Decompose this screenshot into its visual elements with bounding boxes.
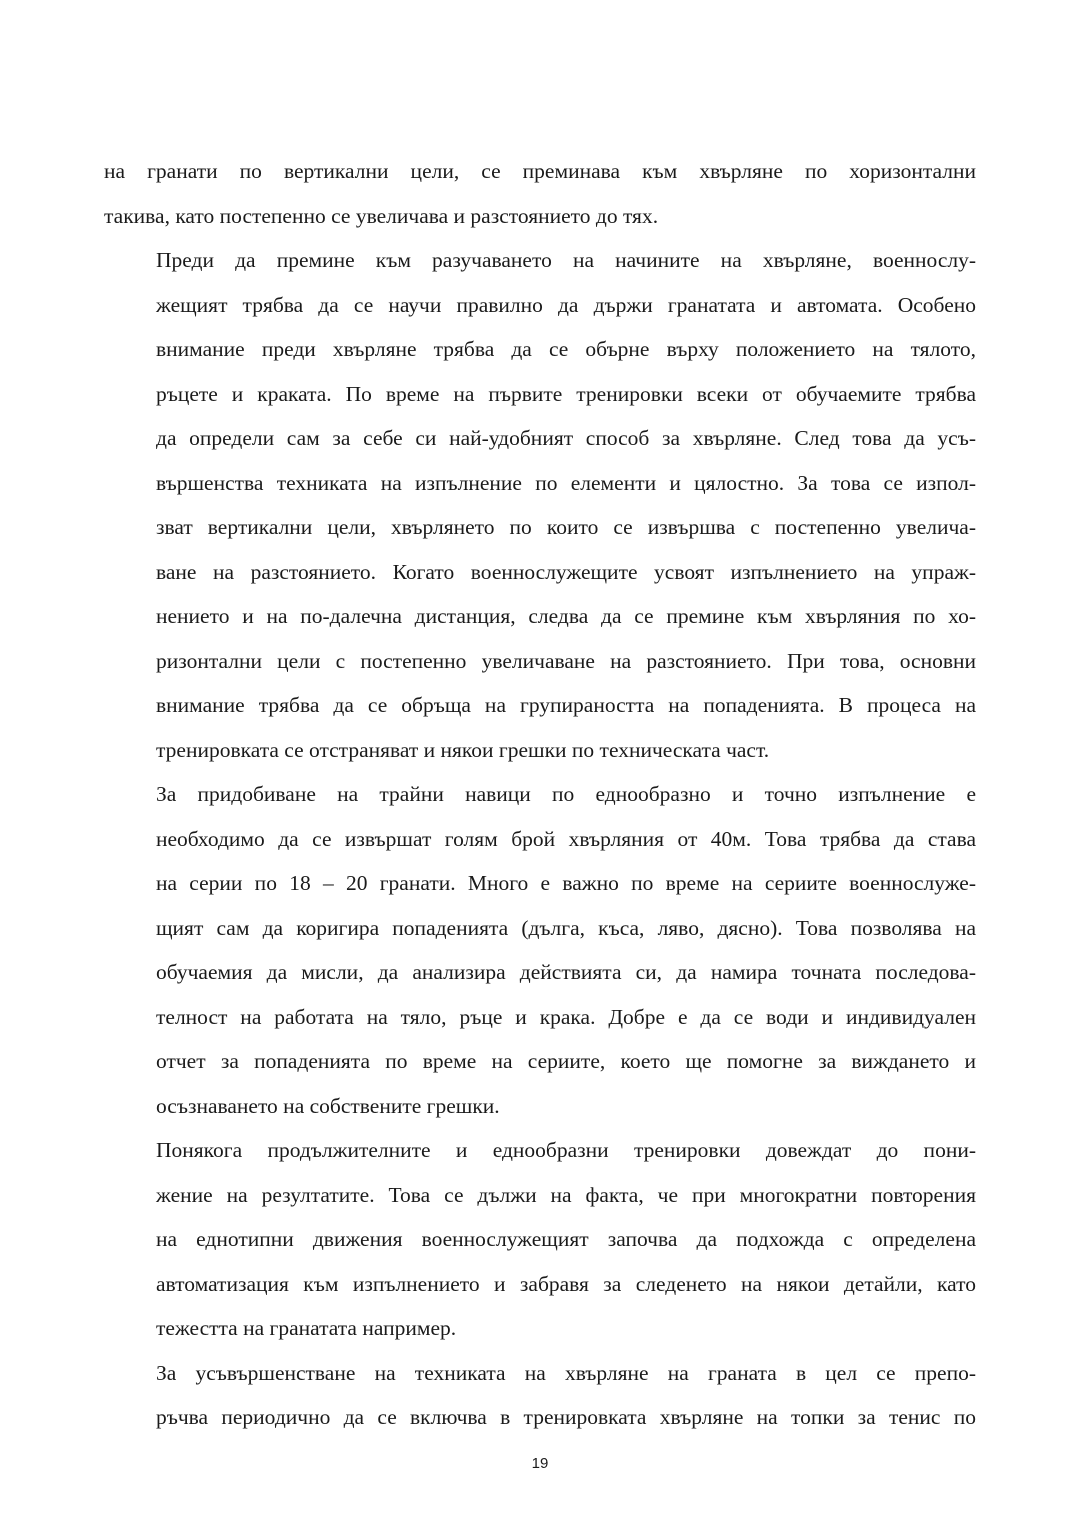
text-line: ване на разстоянието. Когато военнослужещите усвоят изпълнението на упраж- [156, 559, 976, 584]
text-line: необходимо да се извършат голям брой хвърляния от 40м. Това трябва да става [156, 826, 976, 851]
text-line: ръцете и краката. По време на първите тренировки всеки от обучаемите трябва [156, 381, 976, 406]
text-line: жещият трябва да се научи правилно да държи гранатата и автомата. Особено [156, 292, 976, 317]
text-line: Понякога продължителните и еднообразни тренировки довеждат до пони- [156, 1138, 976, 1162]
text-line: щият сам да коригира попаденията (дълга, къса, ляво, дясно). Това позволява на [156, 915, 976, 940]
text-line: вършенства техниката на изпълнение по елементи и цялостно. За това се изпол- [156, 470, 976, 495]
text-line: автоматизация към изпълнението и забравя за следенето на някои детайли, като [156, 1271, 976, 1296]
text-line: ризонтални цели с постепенно увеличаване на разстоянието. При това, основни [156, 648, 976, 673]
text-line: телност на работата на тяло, ръце и крака. Добре е да се води и индивидуален [156, 1004, 976, 1029]
text-line: ръчва периодично да се включва в тренировката хвърляне на топки за тенис по [156, 1405, 976, 1429]
paragraph [104, 1351, 976, 1440]
paragraph [104, 1128, 976, 1351]
paragraph [104, 149, 976, 238]
text-line: отчет за попаденията по време на сериите, което ще помогне за виждането и [156, 1049, 976, 1073]
text-line: тренировката се отстраняват и някои грешки по техническата част. [156, 737, 770, 762]
text-line: За усъвършенстване на техниката на хвърляне на граната в цел се препо- [156, 1360, 976, 1385]
text-line: на серии по 18 – 20 гранати. Много е важно по време на сериите военнослуже- [156, 871, 976, 895]
text-line: да определи сам за себе си най-удобният способ за хвърляне. След това да усъ- [156, 426, 976, 450]
text-line: тежестта на гранатата например. [156, 1316, 457, 1340]
text-line: на гранати по вертикални цели, се преминава към хвърляне по хоризонтални [104, 159, 976, 183]
text-line: За придобиване на трайни навици по еднообразно и точно изпълнение е [156, 782, 976, 806]
text-line: жение на резултатите. Това се дължи на факта, че при многократни повторения [156, 1182, 976, 1207]
text-line: нението и на по-далечна дистанция, следва да се премине към хвърляния по хо- [156, 604, 976, 628]
text-line: осъзнаването на собствените грешки. [156, 1093, 500, 1118]
text-line: внимание преди хвърляне трябва да се обърне върху положението на тялото, [156, 337, 976, 361]
text-line: обучаемия да мисли, да анализира действията си, да намира точната последова- [156, 960, 976, 984]
text-line: такива, като постепенно се увеличава и разстоянието до тях. [104, 203, 659, 228]
text-line: внимание трябва да се обръща на групираността на попаденията. В процеса на [156, 693, 976, 717]
text-line: Преди да премине към разучаването на начините на хвърляне, военнослу- [156, 248, 976, 272]
text-line: на еднотипни движения военнослужещият започва да подхожда с определена [156, 1227, 976, 1251]
page-number: 19 [531, 1455, 549, 1472]
paragraph [104, 772, 976, 1128]
body-text [104, 149, 976, 1440]
text-line: зват вертикални цели, хвърлянето по които се извършва с постепенно увелича- [156, 515, 976, 539]
paragraph [104, 238, 976, 772]
